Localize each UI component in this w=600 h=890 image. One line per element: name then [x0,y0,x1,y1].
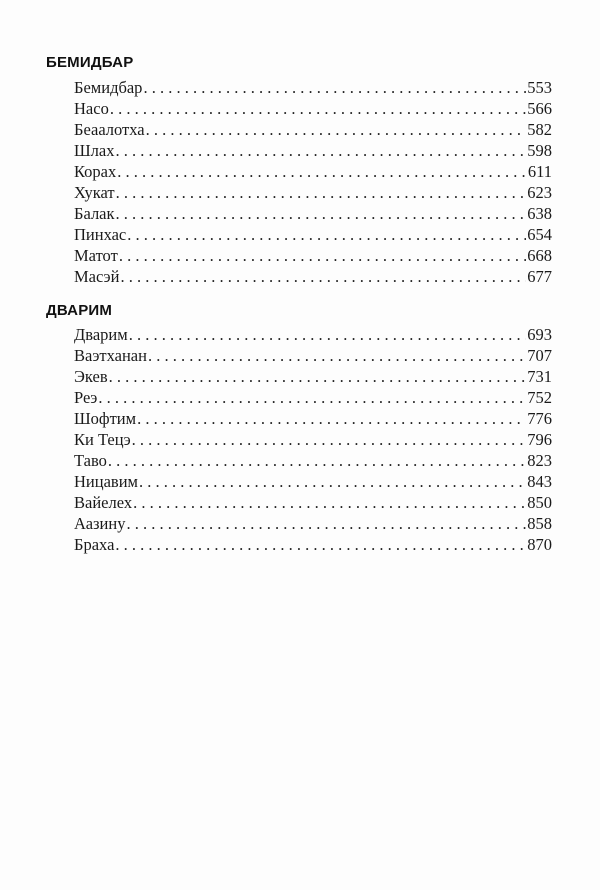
toc-entry-title: Ки Тецэ [74,430,131,449]
toc-entry [74,387,552,408]
toc-entry [74,161,552,182]
toc-entry [74,98,552,119]
toc-leader-dots [120,266,526,287]
toc-entry [74,119,552,140]
toc-entry-page: 582 [527,120,552,139]
toc-entry [74,245,552,266]
toc-entry-page: 870 [527,535,552,554]
toc-entry-page: 752 [527,388,552,407]
toc-entry-page: 668 [527,246,552,265]
toc-entry [74,366,552,387]
toc-entry [74,534,552,555]
toc-entry-page: 796 [527,430,552,449]
toc-entry-title: Пинхас [74,225,127,244]
toc-entry-title: Корах [74,162,117,181]
toc-leader-dots [119,245,526,266]
toc-leader-dots [143,77,526,98]
toc-leader-dots [115,140,526,161]
toc-entry-title: Матот [74,246,118,265]
toc-entry-title: Реэ [74,388,98,407]
toc-entry-title: Вайелех [74,493,133,512]
toc-entry-title: Хукат [74,183,115,202]
toc-entry-title: Ваэтханан [74,346,147,365]
toc-leader-dots [115,534,526,555]
toc-entry-title: Шлах [74,141,115,160]
toc-entry-page: 638 [527,204,552,223]
toc-entry-title: Беаалотха [74,120,145,139]
toc-entry [74,345,552,366]
toc-entry-page: 707 [527,346,552,365]
toc-entry [74,203,552,224]
toc-entry-page: 843 [527,472,552,491]
toc-leader-dots [146,119,527,140]
toc-entry-title: Масэй [74,267,120,286]
toc-entry-title: Бемидбар [74,78,143,97]
toc-leader-dots [109,366,527,387]
toc-entry [74,324,552,345]
toc-entry-page: 553 [527,78,552,97]
toc-leader-dots [110,98,526,119]
toc-entry [74,224,552,245]
toc-leader-dots [98,387,526,408]
toc-entry-page: 677 [527,267,552,286]
toc-entry-page: 858 [527,514,552,533]
toc-entry [74,77,552,98]
toc-entry [74,140,552,161]
toc-entry-page: 623 [527,183,552,202]
toc-leader-dots [132,429,527,450]
section-title-bemidbar: БЕМИДБАР [46,54,134,71]
toc-entry [74,429,552,450]
toc-leader-dots [108,450,526,471]
toc-leader-dots [117,161,527,182]
toc-leader-dots [129,324,527,345]
toc-entry-page: 850 [527,493,552,512]
toc-entry [74,266,552,287]
toc-leader-dots [133,492,526,513]
toc-entry-title: Насо [74,99,109,118]
toc-entry-page: 598 [527,141,552,160]
toc-entry [74,513,552,534]
toc-entry-title: Ницавим [74,472,138,491]
toc-entry-page: 731 [527,367,552,386]
toc-entry-title: Дварим [74,325,128,344]
toc-leader-dots [116,203,527,224]
toc-entry-title: Шофтим [74,409,137,428]
toc-entry [74,492,552,513]
toc-entry-page: 776 [527,409,552,428]
toc-leader-dots [126,513,526,534]
section-title-dvarim: ДВАРИМ [46,302,113,319]
toc-leader-dots [137,408,526,429]
toc-leader-dots [139,471,526,492]
toc-entry [74,471,552,492]
toc-leader-dots [127,224,526,245]
toc-entry-page: 611 [527,162,552,181]
toc-entry [74,182,552,203]
toc-entry-title: Балак [74,204,115,223]
toc-leader-dots [148,345,526,366]
toc-entry-page: 566 [527,99,552,118]
toc-entry-page: 693 [527,325,552,344]
toc-entry [74,450,552,471]
toc-entry-title: Аазину [74,514,126,533]
toc-entry-page: 654 [527,225,552,244]
toc-entry-title: Экев [74,367,108,386]
toc-entry-page: 823 [527,451,552,470]
toc-entry-title: Браха [74,535,115,554]
toc-leader-dots [116,182,527,203]
toc-entry-title: Таво [74,451,107,470]
toc-entry [74,408,552,429]
